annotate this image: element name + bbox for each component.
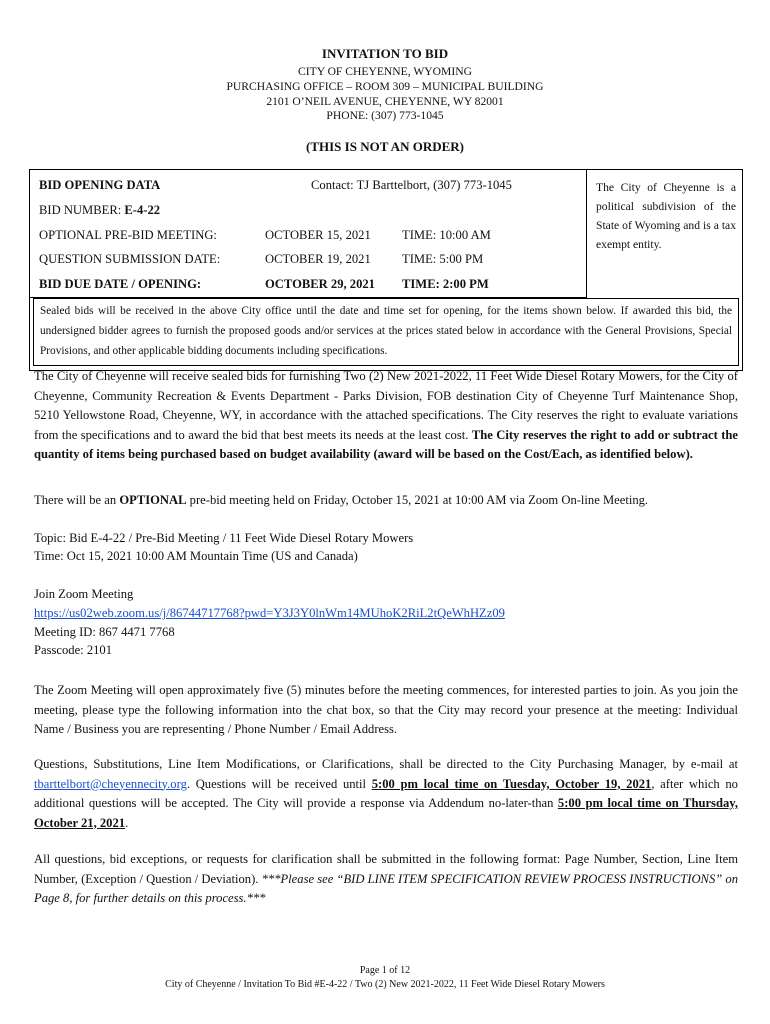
tax-exempt-note: The City of Cheyenne is a political subdivision of the State of Wyoming and is a tax exempt entity.	[596, 181, 736, 251]
prebid-text-a: There will be an	[34, 493, 120, 507]
format-instructions-note: ***Please see “BID LINE ITEM SPECIFICATION REVIEW PROCESS INSTRUCTIONS” on Page 8, for further details on this process.***	[34, 871, 738, 905]
question-deadline: 5:00 pm local time on Tuesday, October 19, 2021	[371, 776, 652, 791]
question-time: TIME: 5:00 PM	[402, 252, 484, 266]
prebid-text-c: pre-bid meeting held on Friday, October 15, 2021 at 10:00 AM via Zoom On-line Meeting.	[186, 493, 649, 507]
due-date-label: BID DUE DATE / OPENING:	[39, 277, 202, 291]
prebid-date: OCTOBER 15, 2021	[265, 228, 371, 242]
address-line: 2101 O’NEIL AVENUE, CHEYENNE, WY 82001	[266, 95, 504, 108]
questions-text-c: , after which no additional questions will be accepted. The City will provide a response via Addendum no-later-than	[34, 776, 738, 810]
passcode: Passcode: 2101	[34, 643, 113, 657]
join-zoom-label: Join Zoom Meeting	[34, 587, 134, 601]
email-link[interactable]: tbarttelbort@cheyennecity.org	[34, 776, 187, 791]
zoom-link[interactable]: https://us02web.zoom.us/j/86744717768?pwd=Y3J3Y0lnWm14MUhoK2RiL2tQeWhHZz09	[34, 606, 505, 620]
question-date: OCTOBER 19, 2021	[265, 252, 371, 266]
due-date-value: OCTOBER 29, 2021	[265, 277, 375, 291]
due-date-time: TIME: 2:00 PM	[402, 277, 489, 291]
zoom-info-paragraph: The Zoom Meeting will open approximately five (5) minutes before the meeting commences, for interested parties to join. As you join the meeting, please type the following information into the chat box, so that the City may record your presence at the meeting: Individual Name / Business you are representing / Phone Number / Email Address.	[34, 683, 738, 736]
footer-title: City of Cheyenne / Invitation To Bid #E-4-22 / Two (2) New 2021-2022, 11 Feet Wide Diesel Rotary Mowers	[165, 979, 605, 990]
question-label: QUESTION SUBMISSION DATE:	[39, 252, 221, 266]
page-number: Page 1 of 12	[359, 965, 411, 976]
bid-opening-heading: BID OPENING DATA	[39, 178, 161, 192]
meeting-time: Time: Oct 15, 2021 10:00 AM Mountain Time (US and Canada)	[34, 549, 358, 563]
office-line: PURCHASING OFFICE – ROOM 309 – MUNICIPAL BUILDING	[226, 80, 544, 93]
phone-line: PHONE: (307) 773-1045	[326, 109, 444, 122]
bid-number-label: BID NUMBER:	[39, 203, 125, 217]
sealed-bids-text: Sealed bids will be received in the above City office until the date and time set for opening, for the items shown below. If awarded this bid, the undersigned bidder agrees to furnish the proposed goods and/or services at the prices stated below in accordance with the General Provisions, Special Provisions, and other applicable bidding documents including specifications.	[40, 305, 732, 357]
questions-text-d: .	[125, 815, 129, 830]
contact-info: Contact: TJ Barttelbort, (307) 773-1045	[311, 178, 512, 192]
optional-keyword: OPTIONAL	[119, 493, 187, 507]
bid-number-value: E-4-22	[124, 203, 161, 217]
format-text-a: All questions, bid exceptions, or requests for clarification shall be submitted in the following format: Page Number, Section, Line Item Number, (Exception / Question / Deviation).	[34, 852, 738, 886]
intro-bold-text: The City reserves the right to add or subtract the quantity of items being purchased based on budget availability (award will be based on the Cost/Each, as identified below).	[34, 427, 738, 461]
addendum-deadline: 5:00 pm local time on Thursday, October 21, 2021	[34, 796, 738, 830]
questions-text-a: Questions, Substitutions, Line Item Modifications, or Clarifications, shall be directed to the City Purchasing Manager, by e-mail at	[34, 757, 738, 771]
document-title: INVITATION TO BID	[321, 46, 449, 61]
bid-number-row	[39, 203, 160, 218]
prebid-time: TIME: 10:00 AM	[402, 228, 491, 242]
city-name: CITY OF CHEYENNE, WYOMING	[298, 65, 472, 78]
questions-paragraph	[34, 755, 738, 833]
questions-text-b: . Questions will be received until	[186, 776, 372, 791]
meeting-topic: Topic: Bid E-4-22 / Pre-Bid Meeting / 11 Feet Wide Diesel Rotary Mowers	[34, 531, 414, 545]
prebid-paragraph	[34, 493, 648, 508]
meeting-id: Meeting ID: 867 4471 7768	[34, 625, 175, 639]
intro-text: The City of Cheyenne will receive sealed bids for furnishing Two (2) New 2021-2022, 11 Feet Wide Diesel Rotary Mowers, for the City of Cheyenne, Community Recreation & Events Department - Parks Division, FOB destination City of Cheyenne Turf Maintenance Shop, 5210 Yellowstone Road, Cheyenne, WY, in accordance with the attached specifications. The City reserves the right to evaluate variations from the specifications and to award the bid that best meets its needs at the least cost.	[34, 369, 738, 442]
prebid-label: OPTIONAL PRE-BID MEETING:	[39, 228, 217, 242]
intro-paragraph	[34, 367, 738, 465]
format-paragraph	[34, 850, 738, 909]
not-an-order-notice: (THIS IS NOT AN ORDER)	[306, 139, 464, 154]
